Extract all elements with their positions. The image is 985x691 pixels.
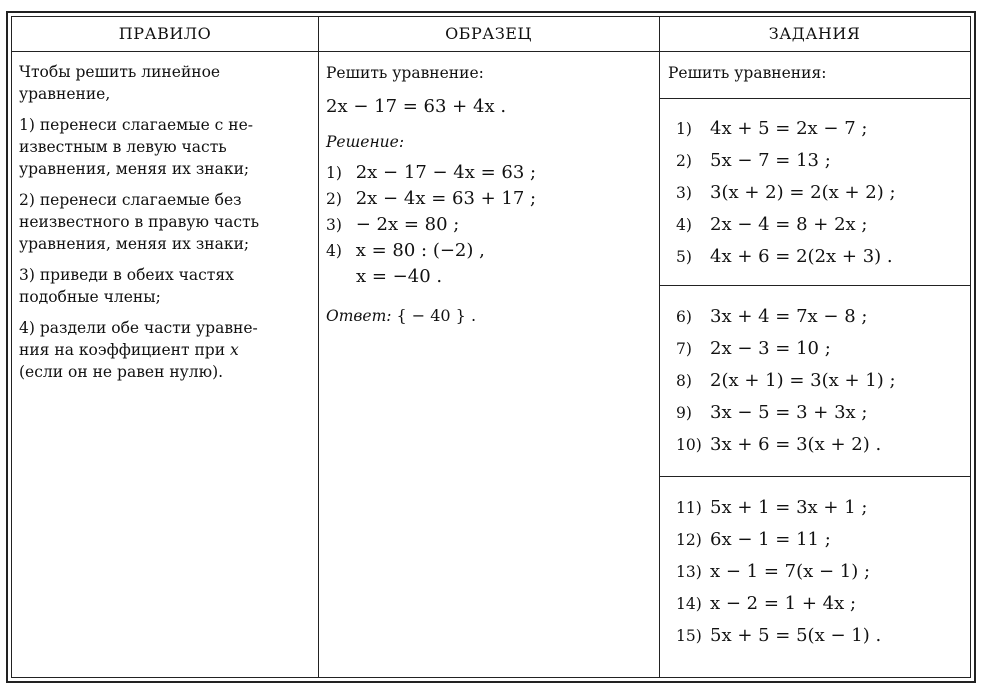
task-number: 7) xyxy=(676,340,692,358)
tasks-divider-3 xyxy=(659,476,970,477)
example-step-number: 4) xyxy=(326,242,342,260)
task-number: 12) xyxy=(676,531,702,549)
task-equation: 5x − 7 = 13 ; xyxy=(710,150,831,171)
task-item xyxy=(676,365,966,397)
column-divider-1 xyxy=(318,17,319,677)
task-number: 14) xyxy=(676,595,702,613)
example-step-text: x = 80 : (−2) , xyxy=(355,240,485,261)
rule-intro-line-1: Чтобы решить линейное xyxy=(19,63,221,81)
example-equation: 2x − 17 = 63 + 4x . xyxy=(326,96,507,117)
example-answer-label: Ответ: xyxy=(326,307,392,325)
task-item xyxy=(676,588,966,620)
rule-step-4 xyxy=(19,317,314,383)
table-frame xyxy=(6,11,976,683)
example-task-label: Решить уравнение: xyxy=(326,64,484,82)
tasks-title: Решить уравнения: xyxy=(668,64,827,82)
tasks-title-wrap xyxy=(668,61,968,85)
task-item xyxy=(676,397,966,429)
rule-intro xyxy=(19,61,314,105)
example-step-number: 3) xyxy=(326,216,342,234)
task-equation: 3x + 6 = 3(x + 2) . xyxy=(710,434,882,455)
tasks-divider-1 xyxy=(659,98,970,99)
header-divider xyxy=(12,51,970,52)
rule-step-2-line-1: 2) перенеси слагаемые без xyxy=(19,191,242,209)
rule-step-1-line-2: известным в левую часть xyxy=(19,138,227,156)
task-number: 5) xyxy=(676,248,692,266)
tasks-group-3 xyxy=(676,492,966,652)
example-step-4-continuation: x = −40 . xyxy=(356,266,443,287)
table-inner xyxy=(11,16,971,678)
task-item xyxy=(676,301,966,333)
task-item xyxy=(676,620,966,652)
task-number: 11) xyxy=(676,499,702,517)
example-step-number: 2) xyxy=(326,190,342,208)
task-equation: 2x − 3 = 10 ; xyxy=(710,338,831,359)
task-item xyxy=(676,556,966,588)
task-item xyxy=(676,429,966,461)
task-item xyxy=(676,524,966,556)
task-item xyxy=(676,492,966,524)
column-divider-2 xyxy=(659,17,660,677)
example-solution-label: Решение: xyxy=(326,133,405,151)
rule-step-3-line-2: подобные члены; xyxy=(19,288,161,306)
rule-step-1 xyxy=(19,114,314,180)
task-number: 8) xyxy=(676,372,692,390)
task-number: 3) xyxy=(676,184,692,202)
header-example: ОБРАЗЕЦ xyxy=(445,24,532,43)
task-equation: 3(x + 2) = 2(x + 2) ; xyxy=(710,182,896,203)
example-step xyxy=(326,212,652,238)
task-number: 9) xyxy=(676,404,692,422)
task-item xyxy=(676,177,966,209)
rule-step-4-line-3: (если он не равен нулю). xyxy=(19,363,224,381)
task-number: 4) xyxy=(676,216,692,234)
example-column xyxy=(326,61,652,328)
task-number: 10) xyxy=(676,436,702,454)
task-number: 15) xyxy=(676,627,702,645)
example-answer-value: { − 40 } . xyxy=(396,306,477,325)
task-equation: 3x − 5 = 3 + 3x ; xyxy=(710,402,868,423)
task-number: 6) xyxy=(676,308,692,326)
example-step xyxy=(326,160,652,186)
task-number: 1) xyxy=(676,120,692,138)
example-step-number: 1) xyxy=(326,164,342,182)
rule-step-1-line-1: 1) перенеси слагаемые с не- xyxy=(19,116,254,134)
task-equation: 3x + 4 = 7x − 8 ; xyxy=(710,306,868,327)
header-tasks: ЗАДАНИЯ xyxy=(768,24,861,43)
task-item xyxy=(676,113,966,145)
rule-step-4-line-2: ния на коэффициент при xyxy=(19,341,226,359)
task-equation: 2(x + 1) = 3(x + 1) ; xyxy=(710,370,896,391)
rule-step-2-line-2: неизвестного в правую часть xyxy=(19,213,260,231)
rule-step-2 xyxy=(19,189,314,255)
example-step xyxy=(326,186,652,212)
task-item xyxy=(676,333,966,365)
rule-column xyxy=(19,61,314,392)
example-answer xyxy=(326,304,652,328)
rule-step-1-line-3: уравнения, меняя их знаки; xyxy=(19,160,250,178)
task-item xyxy=(676,209,966,241)
task-equation: x − 1 = 7(x − 1) ; xyxy=(710,561,871,582)
task-item xyxy=(676,145,966,177)
rule-step-3-line-1: 3) приведи в обеих частях xyxy=(19,266,234,284)
task-equation: 2x − 4 = 8 + 2x ; xyxy=(710,214,868,235)
task-equation: x − 2 = 1 + 4x ; xyxy=(710,593,857,614)
example-step-text: 2x − 4x = 63 + 17 ; xyxy=(355,188,537,209)
task-equation: 5x + 5 = 5(x − 1) . xyxy=(710,625,882,646)
rule-step-4-variable: x xyxy=(230,341,239,359)
example-steps xyxy=(326,160,652,290)
task-number: 13) xyxy=(676,563,702,581)
rule-intro-line-2: уравнение, xyxy=(19,85,111,103)
task-equation: 6x − 1 = 11 ; xyxy=(710,529,831,550)
example-step-text: − 2x = 80 ; xyxy=(355,214,460,235)
task-item xyxy=(676,241,966,273)
rule-step-3 xyxy=(19,264,314,308)
task-equation: 4x + 6 = 2(2x + 3) . xyxy=(710,246,893,267)
example-step xyxy=(326,238,652,264)
task-equation: 4x + 5 = 2x − 7 ; xyxy=(710,118,868,139)
tasks-divider-2 xyxy=(659,285,970,286)
header-rule: ПРАВИЛО xyxy=(118,24,212,43)
example-step-text: 2x − 17 − 4x = 63 ; xyxy=(355,162,537,183)
rule-step-2-line-3: уравнения, меняя их знаки; xyxy=(19,235,250,253)
tasks-group-2 xyxy=(676,301,966,461)
rule-step-4-line-1: 4) раздели обе части уравне- xyxy=(19,319,258,337)
tasks-group-1 xyxy=(676,113,966,273)
task-equation: 5x + 1 = 3x + 1 ; xyxy=(710,497,868,518)
task-number: 2) xyxy=(676,152,692,170)
